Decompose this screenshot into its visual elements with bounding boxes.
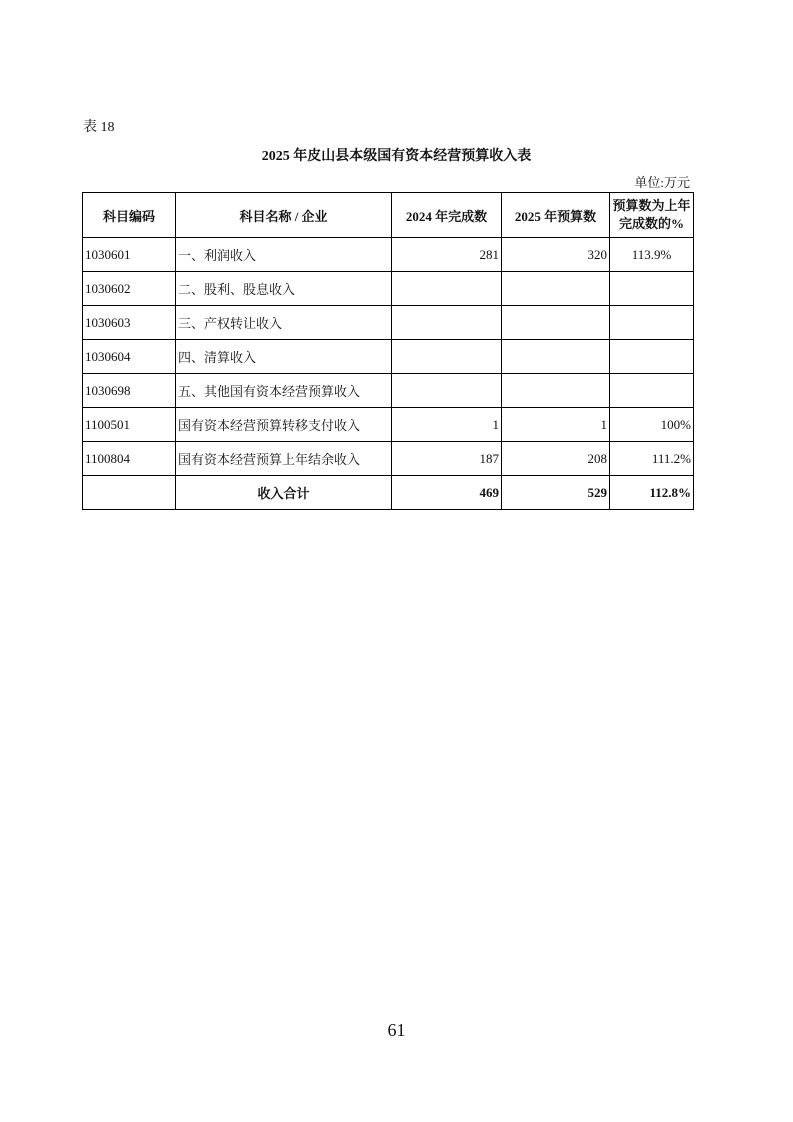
row-completed-2024: 187	[392, 442, 502, 476]
page-title: 2025 年皮山县本级国有资本经营预算收入表	[261, 149, 532, 164]
header-ratio: 预算数为上年完成数的%	[610, 193, 694, 238]
row-completed-2024	[392, 306, 502, 340]
table-number-label: 表 18	[83, 120, 115, 135]
row-completed-2024	[392, 374, 502, 408]
total-row	[83, 476, 694, 510]
row-completed-2024	[392, 340, 502, 374]
header-budget-2025: 2025 年预算数	[502, 193, 610, 238]
row-completed-2024	[392, 272, 502, 306]
row-budget-2025	[502, 272, 610, 306]
row-code: 1100804	[83, 442, 176, 476]
table-row	[83, 272, 694, 306]
row-code: 1030698	[83, 374, 176, 408]
table-row	[83, 238, 694, 272]
row-ratio: 100%	[610, 408, 694, 442]
row-code: 1030602	[83, 272, 176, 306]
row-name: 三、产权转让收入	[176, 306, 392, 340]
row-name: 一、利润收入	[176, 238, 392, 272]
row-ratio: 111.2%	[610, 442, 694, 476]
row-ratio	[610, 374, 694, 408]
header-name: 科目名称 / 企业	[176, 193, 392, 238]
row-code: 1030604	[83, 340, 176, 374]
row-ratio	[610, 340, 694, 374]
row-ratio: 113.9%	[610, 238, 694, 272]
total-budget-2025: 529	[502, 476, 610, 510]
row-name: 五、其他国有资本经营预算收入	[176, 374, 392, 408]
total-ratio: 112.8%	[610, 476, 694, 510]
table-row	[83, 408, 694, 442]
row-code: 1100501	[83, 408, 176, 442]
table-row	[83, 306, 694, 340]
total-label: 收入合计	[176, 476, 392, 510]
row-name: 四、清算收入	[176, 340, 392, 374]
row-budget-2025	[502, 374, 610, 408]
header-completed-2024: 2024 年完成数	[392, 193, 502, 238]
row-code: 1030603	[83, 306, 176, 340]
row-budget-2025	[502, 340, 610, 374]
total-completed-2024: 469	[392, 476, 502, 510]
row-name: 二、股利、股息收入	[176, 272, 392, 306]
row-budget-2025: 320	[502, 238, 610, 272]
row-ratio	[610, 306, 694, 340]
row-name: 国有资本经营预算转移支付收入	[176, 408, 392, 442]
row-completed-2024: 1	[392, 408, 502, 442]
table-row	[83, 442, 694, 476]
table-row	[83, 374, 694, 408]
revenue-budget-table	[82, 192, 694, 510]
row-code: 1030601	[83, 238, 176, 272]
row-completed-2024: 281	[392, 238, 502, 272]
page-number: 61	[387, 1020, 406, 1040]
row-name: 国有资本经营预算上年结余收入	[176, 442, 392, 476]
total-code-cell	[83, 476, 176, 510]
row-budget-2025: 208	[502, 442, 610, 476]
header-code: 科目编码	[83, 193, 176, 238]
table-row	[83, 340, 694, 374]
table-header-row	[83, 193, 694, 238]
row-ratio	[610, 272, 694, 306]
row-budget-2025: 1	[502, 408, 610, 442]
row-budget-2025	[502, 306, 610, 340]
unit-label: 单位:万元	[634, 175, 690, 190]
